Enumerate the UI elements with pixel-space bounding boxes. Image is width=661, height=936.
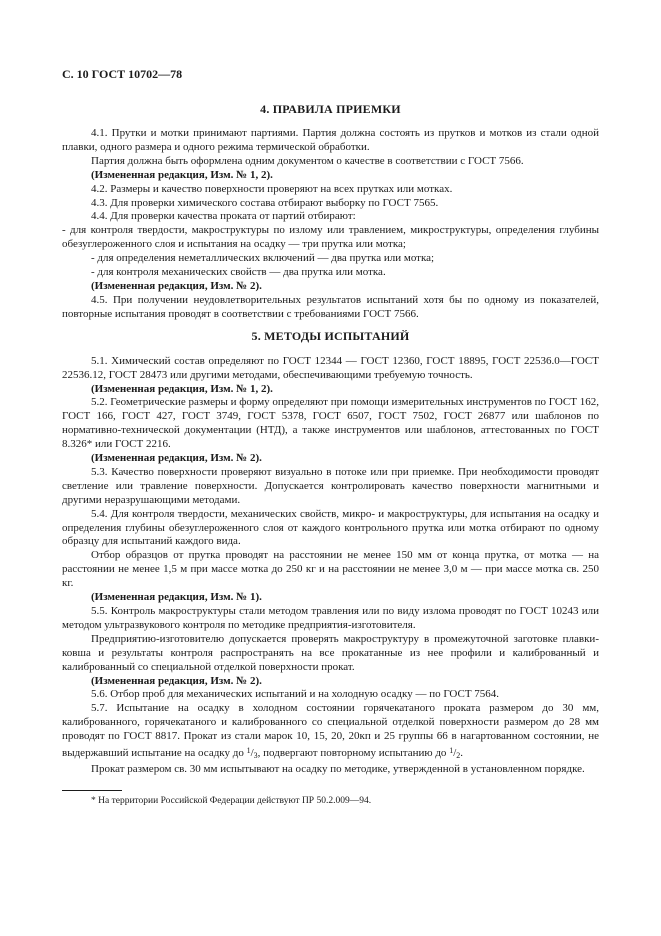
revision-note: (Измененная редакция, Изм. № 2). [91, 452, 262, 465]
clause-4-4-item-inclusions: - для определения неметаллических включений — два прутка или мотка; [91, 252, 435, 265]
clause-4-3: 4.3. Для проверки химического состава отбирают выборку по ГОСТ 7565. [91, 196, 439, 209]
clause-5-7-text-c: . [460, 747, 463, 760]
revision-note: (Измененная редакция, Изм. № 1, 2). [91, 382, 273, 395]
fraction-numerator: 1 [246, 746, 251, 756]
revision-note: (Измененная редакция, Изм. № 2). [91, 674, 262, 687]
clause-5-6: 5.6. Отбор проб для механических испытаний и на холодную осадку — по ГОСТ 7564. [91, 688, 500, 701]
revision-note: (Измененная редакция, Изм. № 1, 2). [91, 168, 273, 181]
clause-5-7-text-a: 5.7. Испытание на осадку в холодном состоянии горячекатаного проката размером до 30 мм, калиброванного, горячекатаного и калиброванного со специальной отделкой поверхности размером до 28 мм проводят по ГОСТ 8817. Прокат из стали марок 10, 15, 20, 20кп и 25 группы 66 в нагартованном состоянии, не выдержавший испытание на осадку до [62, 702, 599, 760]
fraction-denominator: 2 [456, 751, 461, 761]
fraction-numerator: 1 [449, 746, 454, 756]
clause-4-5: 4.5. При получении неудовлетворительных результатов испытаний хотя бы по одному из показателей, повторные испытания проводят в соответствии с требованиями ГОСТ 7566. [62, 293, 599, 320]
footnote: * На территории Российской Федерации действуют ПР 50.2.009—94. [91, 795, 372, 806]
clause-4-1-batch-document: Партия должна быть оформлена одним документом о качестве в соответствии с ГОСТ 7566. [91, 154, 524, 167]
clause-4-4-item-hardness: - для контроля твердости, макроструктуры по излому или травлением, микроструктуры, определения глубины обезуглероженного слоя и испытания на осадку — три прутка или мотка; [62, 224, 599, 251]
revision-note: (Измененная редакция, Изм. № 1). [91, 591, 262, 604]
section-5-title: 5. МЕТОДЫ ИСПЫТАНИЙ [251, 328, 410, 343]
clause-5-5-macrostructure: Предприятию-изготовителю допускается проверять макроструктуру в промежуточной заготовке плавки-ковша и результаты контроля распространять на все прокатанные из нее профили и калиброванный и калиброванный со специальной отделкой поверхности прокат. [62, 632, 599, 673]
clause-5-4: 5.4. Для контроля твердости, механических свойств, микро- и макроструктуры, для испытания на осадку и определения глубины обезуглероженного слоя от каждого контрольного прутка или мотка отбирают по одному образцу для испытаний каждого вида. [62, 507, 599, 548]
clause-4-1: 4.1. Прутки и мотки принимают партиями. Партия должна состоять из прутков и мотков из стали одной плавки, одного размера и одного режима термической обработки. [62, 127, 599, 153]
revision-note: (Измененная редакция, Изм. № 2). [91, 279, 262, 292]
clause-4-4-item-mechanical: - для контроля механических свойств — два прутка или мотка. [91, 266, 386, 279]
section-4-title: 4. ПРАВИЛА ПРИЕМКИ [260, 102, 401, 116]
page-header: С. 10 ГОСТ 10702—78 [62, 67, 183, 81]
clause-5-5: 5.5. Контроль макроструктуры стали методом травления или по виду излома проводят по ГОСТ 10243 или методом ультразвукового контроля по методике предприятия-изготовителя. [62, 605, 599, 631]
clause-5-2: 5.2. Геометрические размеры и форму определяют при помощи измерительных инструментов по ГОСТ 162, ГОСТ 166, ГОСТ 427, ГОСТ 3749, ГОСТ 5378, ГОСТ 6507, ГОСТ 7502, ГОСТ 26877 или шаблонов по нормативно-технической документации (НТД), а также инструментов или шаблонов, аттестованных по ГОСТ 8.326* или ГОСТ 2216. [62, 396, 599, 451]
clause-5-4-sampling: Отбор образцов от прутка проводят на расстоянии не менее 150 мм от конца прутка, от мотка — на расстоянии не менее 1,5 м при массе мотка до 250 кг и на расстоянии не менее 3,0 м — при массе мотка св. 250 кг. [62, 549, 599, 590]
clause-4-4: 4.4. Для проверки качества проката от партий отбирают: [91, 210, 356, 223]
footnote-divider [62, 790, 122, 791]
clause-5-3: 5.3. Качество поверхности проверяют визуально в потоке или при приемке. При необходимости проводят светление или травление поверхности. Допускается контролировать качество поверхности магнитными и другими неразрушающими методами. [62, 465, 599, 506]
clause-5-7-text-b: , подвергают повторному испытанию до [257, 747, 450, 760]
clause-4-2: 4.2. Размеры и качество поверхности проверяют на всех прутках или мотках. [91, 182, 453, 195]
clause-5-7: 5.7. Испытание на осадку в холодном состоянии горячекатаного проката размером до 30 мм, калиброванного, горячекатаного и калиброванного со специальной отделкой поверхности размером до 28 мм проводят по ГОСТ 8817. Прокат из стали марок 10, 15, 20, 20кп и 25 группы 66 в нагартованном состоянии, не выдержавший испытание на осадку до $^1$/3, подвергают повторному испытанию до $^1$/2. [62, 702, 599, 761]
clause-5-1: 5.1. Химический состав определяют по ГОСТ 12344 — ГОСТ 12360, ГОСТ 18895, ГОСТ 22536.0—ГОСТ 22536.12, ГОСТ 28473 или другими методами, обеспечивающими требуемую точность. [62, 354, 599, 381]
fraction-denominator: 3 [253, 751, 258, 761]
clause-5-7-large-size: Прокат размером св. 30 мм испытывают на осадку по методике, утвержденной в установленном порядке. [91, 762, 585, 775]
